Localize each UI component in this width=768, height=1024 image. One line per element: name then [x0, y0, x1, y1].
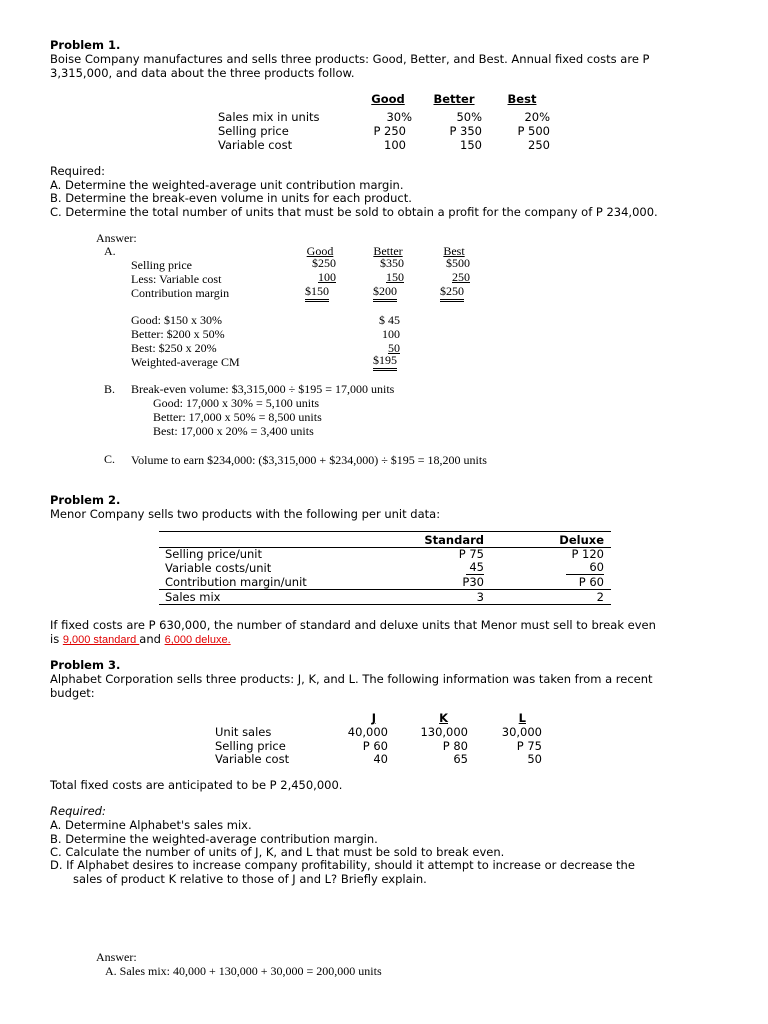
wacm-value: 50: [388, 341, 400, 355]
p1-row-label: Sales mix in units: [218, 110, 320, 124]
p1-cell: P 250: [373, 124, 406, 138]
p1-header-good: Good: [371, 92, 405, 106]
cm-cell: $350: [380, 256, 404, 270]
p3-cell: P 75: [516, 739, 542, 753]
p1-row-label: Variable cost: [218, 138, 293, 152]
p1-cell: 150: [460, 138, 482, 152]
p3-row-label: Selling price: [215, 739, 286, 753]
wacm-label: Better: $200 x 50%: [131, 327, 225, 341]
p1-cell: 250: [528, 138, 550, 152]
p2-text-is: is: [50, 632, 63, 646]
p1-header-best: Best: [507, 92, 537, 106]
p2-table-bottom-rule: [159, 604, 611, 605]
p2-answer-deluxe: 6,000 deluxe.: [164, 634, 231, 646]
cm-cell: $500: [446, 256, 470, 270]
p2-cell: 3: [476, 590, 484, 604]
p3-required-label: Required:: [50, 804, 106, 818]
p1-required-label: Required:: [50, 164, 106, 178]
p1-answer-b-sub: Best: 17,000 x 20% = 3,400 units: [153, 424, 314, 438]
p1-cell: 30%: [386, 110, 412, 124]
p2-cell: 45: [466, 561, 484, 575]
p1-cell: 100: [384, 138, 406, 152]
p3-cell: 40: [373, 752, 388, 766]
p1-answer-b-sub: Better: 17,000 x 50% = 8,500 units: [153, 410, 322, 424]
p3-cell: 65: [453, 752, 468, 766]
p3-cell: 30,000: [501, 725, 542, 739]
p2-table-top-rule: [159, 531, 611, 532]
problem-3-intro-line2: budget:: [50, 686, 95, 700]
problem-2-heading: Problem 2.: [50, 493, 121, 507]
p3-fixed-costs: Total fixed costs are anticipated to be P 2,450,000.: [50, 778, 343, 792]
p3-row-label: Unit sales: [215, 725, 272, 739]
p3-required-item: A. Determine Alphabet's sales mix.: [50, 818, 252, 832]
cm-header-best: Best: [443, 244, 465, 258]
wacm-label: Best: $250 x 20%: [131, 341, 217, 355]
p1-required-item: B. Determine the break-even volume in units for each product.: [50, 191, 412, 205]
wacm-total: $195: [373, 353, 397, 371]
p3-cell: 130,000: [420, 725, 468, 739]
cm-cell: 100: [318, 270, 336, 284]
p2-cell: P 75: [458, 547, 484, 561]
cm-row-label: Contribution margin: [131, 286, 230, 300]
cm-row-label: Less: Variable cost: [131, 272, 222, 286]
cm-cell: 250: [452, 270, 470, 284]
p1-answer-c-line: Volume to earn $234,000: ($3,315,000 + $234,000) ÷ $195 = 18,200 units: [131, 453, 487, 467]
p3-answer-label: Answer:: [96, 950, 137, 964]
cm-cell: $200: [373, 284, 397, 302]
p1-header-better: Better: [433, 92, 475, 106]
problem-3-heading: Problem 3.: [50, 658, 121, 672]
p3-required-item-d-line2: sales of product K relative to those of J and L? Briefly explain.: [73, 872, 427, 886]
p3-header-l: L: [518, 711, 526, 725]
p2-answer-standard: 9,000 standard: [62, 634, 140, 646]
p1-cell: 20%: [524, 110, 550, 124]
wacm-value: $ 45: [379, 313, 400, 327]
p2-cell: 2: [596, 590, 604, 604]
p3-header-j: J: [371, 711, 376, 725]
p2-header-standard: Standard: [424, 533, 484, 547]
p1-cell: 50%: [456, 110, 482, 124]
p1-answer-a-letter: A.: [104, 244, 116, 258]
p2-text-line2: [50, 632, 231, 646]
p2-row-label: Sales mix: [165, 590, 221, 604]
p1-cell: P 350: [449, 124, 482, 138]
p2-cell: P 120: [571, 547, 604, 561]
p2-row-label: Variable costs/unit: [165, 561, 272, 575]
p2-header-deluxe: Deluxe: [559, 533, 604, 547]
problem-3-intro-line1: Alphabet Corporation sells three products: J, K, and L. The following information was taken from a recent: [50, 672, 653, 686]
cm-cell: $250: [440, 284, 464, 302]
p2-cell: P 60: [578, 575, 604, 589]
p3-row-label: Variable cost: [215, 752, 290, 766]
p2-row-label: Selling price/unit: [165, 547, 262, 561]
wacm-value: 100: [382, 327, 400, 341]
p1-required-item: A. Determine the weighted-average unit contribution margin.: [50, 178, 404, 192]
cm-header-better: Better: [373, 244, 403, 258]
p3-cell: P 60: [362, 739, 388, 753]
p1-answer-b-line: Break-even volume: $3,315,000 ÷ $195 = 17,000 units: [131, 382, 395, 396]
p1-row-label: Selling price: [218, 124, 289, 138]
p3-cell: 50: [527, 752, 542, 766]
p3-cell: 40,000: [347, 725, 388, 739]
p2-text-line1: If fixed costs are P 630,000, the number of standard and deluxe units that Menor must sell to break even: [50, 618, 656, 632]
problem-1-intro-line1: Boise Company manufactures and sells three products: Good, Better, and Best. Annual fixed costs are P: [50, 52, 650, 66]
p1-cell: P 500: [517, 124, 550, 138]
problem-2-intro: Menor Company sells two products with the following per unit data:: [50, 507, 441, 521]
cm-cell: $250: [312, 256, 336, 270]
p3-required-item: C. Calculate the number of units of J, K, and L that must be sold to break even.: [50, 845, 505, 859]
cm-cell: $150: [305, 284, 329, 302]
wacm-label: Weighted-average CM: [131, 355, 240, 369]
p1-answer-label: Answer:: [96, 231, 137, 245]
p2-cell: P30: [462, 575, 484, 589]
p1-answer-c-letter: C.: [104, 452, 116, 466]
wacm-label: Good: $150 x 30%: [131, 313, 222, 327]
problem-1-intro-line2: 3,315,000, and data about the three products follow.: [50, 66, 355, 80]
p2-row-label: Contribution margin/unit: [165, 575, 307, 589]
p3-required-item: B. Determine the weighted-average contribution margin.: [50, 832, 378, 846]
cm-row-label: Selling price: [131, 258, 192, 272]
p1-required-item: C. Determine the total number of units that must be sold to obtain a profit for the company of P 234,000.: [50, 205, 658, 219]
p2-text-and: and: [139, 632, 165, 646]
p3-answer-a: A. Sales mix: 40,000 + 130,000 + 30,000 = 200,000 units: [105, 964, 382, 978]
problem-1-heading: Problem 1.: [50, 38, 121, 52]
p3-required-item-d-line1: D. If Alphabet desires to increase company profitability, should it attempt to increase or decrease the: [50, 858, 635, 872]
p3-cell: P 80: [442, 739, 468, 753]
p2-cell: 60: [566, 561, 604, 575]
p3-header-k: K: [439, 711, 448, 725]
cm-cell: 150: [386, 270, 404, 284]
p1-answer-b-letter: B.: [104, 382, 116, 396]
cm-header-good: Good: [306, 244, 334, 258]
p1-answer-b-sub: Good: 17,000 x 30% = 5,100 units: [153, 396, 320, 410]
